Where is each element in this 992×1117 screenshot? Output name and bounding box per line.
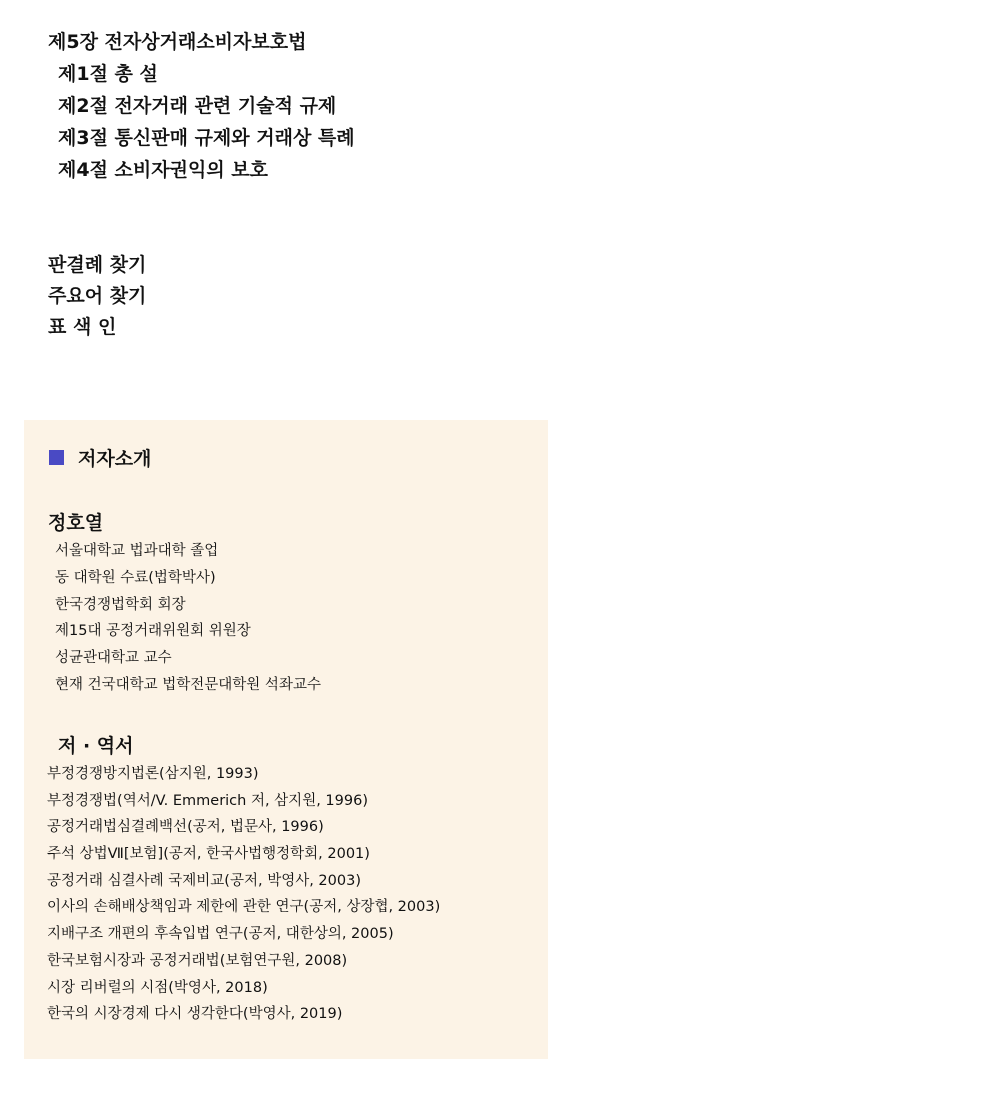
career-item: 한국경쟁법학회 회장 [55, 596, 186, 613]
table-of-contents [48, 26, 648, 186]
toc-section-3[interactable]: 제3절 통신판매 규제와 거래상 특례 [58, 127, 355, 149]
index-links [48, 250, 448, 343]
case-index-link[interactable]: 판결례 찾기 [48, 254, 147, 276]
toc-section-2[interactable]: 제2절 전자거래 관련 기술적 규제 [58, 95, 337, 117]
work-item: 이사의 손해배상책임과 제한에 관한 연구(공저, 상장협, 2003) [47, 899, 441, 916]
author-introduction-box [24, 420, 548, 1059]
toc-chapter-title[interactable]: 제5장 전자상거래소비자보호법 [48, 31, 307, 53]
toc-section-4[interactable]: 제4절 소비자권익의 보호 [58, 159, 268, 181]
work-item: 한국의 시장경제 다시 생각한다(박영사, 2019) [47, 1006, 343, 1023]
works-title: 저 · 역서 [58, 735, 134, 757]
work-item: 공정거래 심결사례 국제비교(공저, 박영사, 2003) [47, 872, 361, 889]
square-bullet-icon [49, 450, 64, 465]
career-item: 현재 건국대학교 법학전문대학원 석좌교수 [55, 676, 321, 693]
career-item: 서울대학교 법과대학 졸업 [55, 543, 219, 559]
work-item: 공정거래법심결례백선(공저, 법문사, 1996) [47, 819, 324, 836]
author-name: 정호열 [48, 512, 104, 534]
work-item: 한국보험시장과 공정거래법(보험연구원, 2008) [47, 952, 348, 969]
table-index-link[interactable]: 표 색 인 [48, 316, 117, 338]
work-item: 지배구조 개편의 후속입법 연구(공저, 대한상의, 2005) [47, 926, 394, 943]
work-item: 부정경쟁방지법론(삼지원, 1993) [47, 766, 259, 782]
work-item: 시장 리버럴의 시점(박영사, 2018) [47, 979, 268, 996]
author-box-header [49, 446, 151, 468]
career-item: 제15대 공정거래위원회 위원장 [55, 623, 251, 640]
career-item: 성균관대학교 교수 [55, 650, 172, 667]
career-item: 동 대학원 수료(법학박사) [55, 569, 216, 586]
keyword-index-link[interactable]: 주요어 찾기 [48, 285, 147, 307]
work-item: 부정경쟁법(역서/V. Emmerich 저, 삼지원, 1996) [47, 792, 368, 809]
work-item: 주석 상법Ⅶ[보험](공저, 한국사법행정학회, 2001) [47, 846, 370, 863]
works-list [47, 761, 440, 1028]
author-box-title: 저자소개 [78, 447, 152, 470]
toc-section-1[interactable]: 제1절 총 설 [58, 63, 158, 85]
author-career-list [55, 538, 321, 699]
